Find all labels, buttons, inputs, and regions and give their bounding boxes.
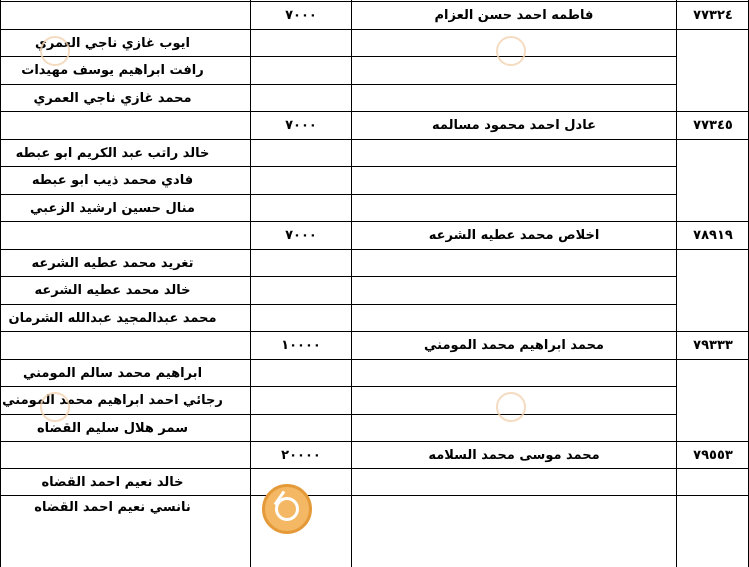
stamp-logo-icon bbox=[262, 484, 312, 534]
beneficiary-name: محمد ابراهيم محمد المومني bbox=[424, 338, 604, 353]
beneficiary-code: ٧٩٥٥٣ bbox=[693, 448, 733, 463]
beneficiary-name: اخلاص محمد عطيه الشرعه bbox=[428, 228, 600, 243]
dependent-name: منال حسين ارشيد الزعبي bbox=[29, 201, 195, 216]
dependent-name: رافت ابراهيم يوسف مهيدات bbox=[21, 63, 204, 78]
column-divider bbox=[676, 0, 677, 567]
amount: ٢٠٠٠٠ bbox=[281, 448, 321, 463]
dependent-name: محمد عبدالمجيد عبدالله الشرمان bbox=[8, 311, 217, 326]
dependent-name: تغريد محمد عطيه الشرعه bbox=[31, 256, 194, 271]
beneficiary-code: ٧٧٣٤٥ bbox=[693, 118, 733, 133]
dependent-name: سمر هلال سليم القضاه bbox=[37, 421, 188, 436]
dependent-name: نانسي نعيم احمد القضاه bbox=[34, 500, 191, 515]
column-divider bbox=[250, 0, 251, 567]
amount: ١٠٠٠٠ bbox=[281, 338, 321, 353]
amount: ٧٠٠٠ bbox=[285, 228, 317, 243]
dependent-name: ابراهيم محمد سالم المومني bbox=[22, 366, 203, 381]
watermark-icon bbox=[40, 392, 70, 422]
dependent-name: ايوب غازي ناجي العمري bbox=[35, 36, 190, 51]
watermark-icon bbox=[496, 36, 526, 66]
beneficiary-name: عادل احمد محمود مسالمه bbox=[432, 118, 596, 133]
watermark-icon bbox=[496, 392, 526, 422]
beneficiary-name: فاطمه احمد حسن العزام bbox=[434, 8, 594, 23]
beneficiary-name: محمد موسى محمد السلامه bbox=[428, 448, 600, 463]
dependent-name: فادي محمد ذيب ابو عبطه bbox=[31, 173, 194, 188]
beneficiary-code: ٧٧٣٢٤ bbox=[693, 8, 733, 23]
beneficiary-code: ٧٨٩١٩ bbox=[693, 228, 733, 243]
dependent-name: خالد راتب عبد الكريم ابو عبطه bbox=[15, 146, 210, 161]
dependent-name: خالد محمد عطيه الشرعه bbox=[34, 283, 191, 298]
column-divider bbox=[351, 0, 352, 567]
watermark-icon bbox=[40, 36, 70, 66]
amount: ٧٠٠٠ bbox=[285, 8, 317, 23]
dependent-name: محمد غازي ناجي العمري bbox=[33, 91, 192, 106]
beneficiary-code: ٧٩٣٣٣ bbox=[693, 338, 733, 353]
dependent-name: رجائي احمد ابراهيم محمد المومني bbox=[2, 393, 223, 408]
dependent-name: خالد نعيم احمد القضاه bbox=[41, 475, 184, 490]
amount: ٧٠٠٠ bbox=[285, 118, 317, 133]
